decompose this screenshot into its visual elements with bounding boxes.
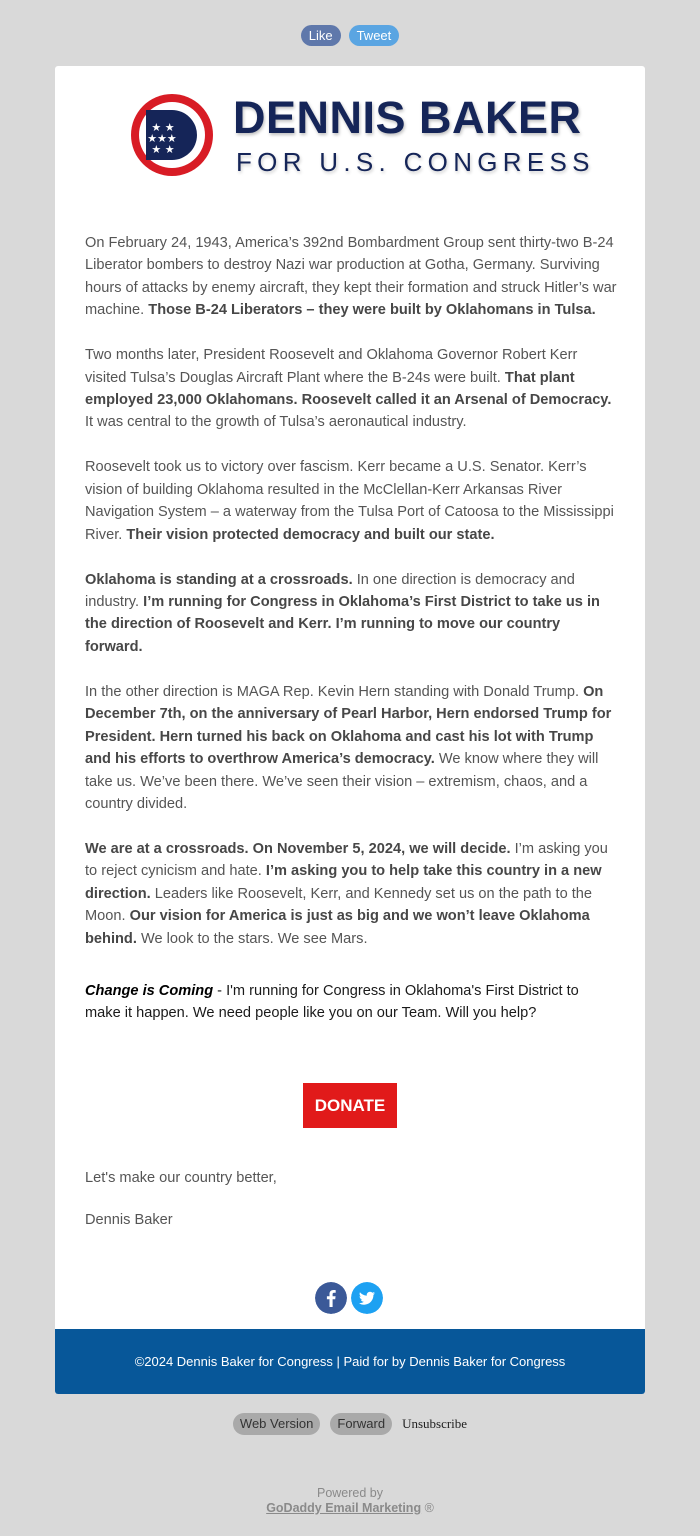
bold-text: Oklahoma is standing at a crossroads. bbox=[85, 571, 353, 588]
letter-paragraph bbox=[85, 232, 617, 322]
twitter-icon[interactable] bbox=[351, 1282, 383, 1314]
logo-name: DENNIS BAKER bbox=[233, 92, 582, 143]
registered-mark: ® bbox=[424, 1501, 434, 1515]
email-card bbox=[55, 66, 645, 1394]
text: I’m asking you to reject cynicism and hate. bbox=[85, 840, 608, 880]
text: It was central to the growth of Tulsa’s aeronautical industry. bbox=[85, 414, 467, 431]
change-lead: Change is Coming bbox=[85, 982, 214, 999]
letter-paragraph bbox=[85, 681, 617, 815]
footer-bar: ©2024 Dennis Baker for Congress | Paid for by Dennis Baker for Congress bbox=[55, 1329, 645, 1394]
change-text: - I'm running for Congress in Oklahoma's First District to make it happen. We need people like you on our Team. Will you help? bbox=[85, 982, 579, 1022]
letter-paragraph bbox=[85, 569, 617, 659]
letter-body bbox=[85, 232, 617, 1047]
like-button[interactable]: Like bbox=[301, 25, 341, 46]
letter-paragraph bbox=[85, 838, 617, 950]
campaign-logo bbox=[130, 92, 595, 180]
bold-text: Their vision protected democracy and built our state. bbox=[126, 526, 495, 543]
social-links bbox=[315, 1282, 383, 1314]
letter-paragraph bbox=[85, 456, 617, 546]
bold-text: I’m asking you to help take this country in a new direction. bbox=[85, 863, 602, 902]
svg-text:★ ★: ★ ★ bbox=[151, 143, 175, 156]
signature: Dennis Baker bbox=[85, 1212, 173, 1228]
logo-subtitle: FOR U.S. CONGRESS bbox=[236, 147, 595, 177]
web-version-button[interactable]: Web Version bbox=[233, 1413, 320, 1435]
text: In the other direction is MAGA Rep. Kevin Hern standing with Donald Trump. bbox=[85, 683, 584, 700]
text: In one direction is democracy and industry. bbox=[85, 571, 575, 611]
share-bar bbox=[0, 25, 700, 46]
text: Two months later, President Roosevelt and Oklahoma Governor Robert Kerr visited Tulsa’s Douglas Aircraft Plant where the B-24s were built. bbox=[85, 347, 578, 386]
bold-text: Our vision for America is just as big and we won’t leave Oklahoma behind. bbox=[85, 908, 590, 947]
change-paragraph bbox=[85, 980, 617, 1025]
powered-label: Powered by bbox=[316, 1486, 383, 1500]
logo-d-star-icon bbox=[130, 93, 214, 177]
text: We know where they will take us. We’ve been there. We’ve seen their vision – extremism, chaos, and a country divided. bbox=[85, 751, 599, 812]
text: Leaders like Roosevelt, Kerr, and Kennedy set us on the path to the Moon. bbox=[85, 885, 593, 925]
text: Roosevelt took us to victory over fascism. Kerr became a U.S. Senator. Kerr’s vision of building Oklahoma resulted in the McClellan-Kerr Arkansas River Navigation System – a waterway from the Tulsa Port of Catoosa to the Mississippi River. bbox=[85, 459, 614, 543]
email-links bbox=[0, 1413, 700, 1435]
text: We look to the stars. We see Mars. bbox=[136, 930, 368, 947]
godaddy-link[interactable]: GoDaddy Email Marketing bbox=[266, 1501, 422, 1515]
svg-text:★★★: ★★★ bbox=[147, 132, 177, 145]
bold-text: Those B-24 Liberators – they were built by Oklahomans in Tulsa. bbox=[148, 302, 596, 319]
unsubscribe-link[interactable]: Unsubscribe bbox=[402, 1416, 468, 1431]
svg-text:★ ★: ★ ★ bbox=[151, 121, 175, 134]
bold-text: We are at a crossroads. On November 5, 2024, we will decide. bbox=[85, 840, 511, 857]
bold-text: That plant employed 23,000 Oklahomans. Roosevelt called it an Arsenal of Democracy. bbox=[85, 369, 612, 409]
forward-button[interactable]: Forward bbox=[330, 1413, 392, 1435]
donate-button[interactable]: DONATE bbox=[303, 1083, 397, 1128]
powered-by bbox=[0, 1486, 700, 1516]
facebook-icon[interactable] bbox=[315, 1282, 347, 1314]
letter-paragraph bbox=[85, 344, 617, 434]
closing-line: Let's make our country better, bbox=[85, 1170, 277, 1186]
letter-paragraphs bbox=[85, 232, 617, 950]
bold-text: I’m running for Congress in Oklahoma’s First District to take us in the direction of Roosevelt and Kerr. I’m running to move our country forward. bbox=[85, 594, 600, 655]
bold-text: On December 7th, on the anniversary of Pearl Harbor, Hern endorsed Trump for President. Hern turned his back on Oklahoma and cast his lot with Trump and his efforts to overthrow America’s democracy. bbox=[85, 683, 612, 768]
tweet-button[interactable]: Tweet bbox=[349, 25, 400, 46]
text: On February 24, 1943, America’s 392nd Bombardment Group sent thirty-two B-24 Liberator bombers to destroy Nazi war production at Gotha, Germany. Surviving hours of attacks by enemy aircraft, they kept their formation and struck Hitler’s war machine. bbox=[85, 235, 617, 319]
